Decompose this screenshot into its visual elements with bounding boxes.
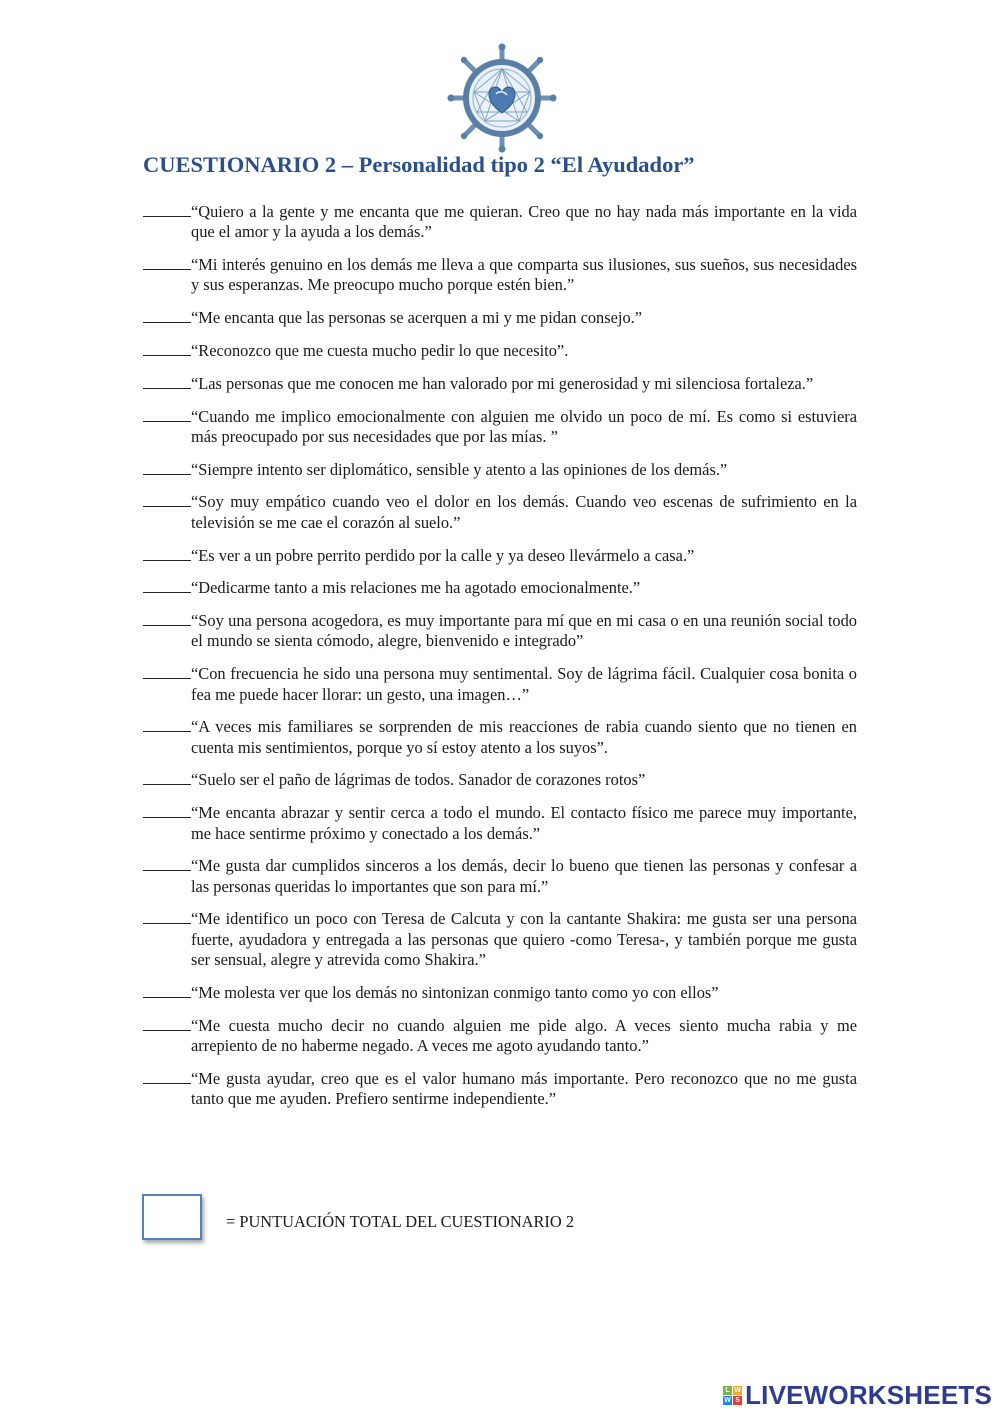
answer-blank-input[interactable] xyxy=(143,611,191,626)
page-title: CUESTIONARIO 2 – Personalidad tipo 2 “El Ayudador” xyxy=(143,152,695,177)
answer-blank-input[interactable] xyxy=(143,202,191,217)
answer-blank-input[interactable] xyxy=(143,407,191,422)
question-text: “Me encanta abrazar y sentir cerca a todo el mundo. El contacto físico me parece muy importante, me hace sentirme próximo y conectado a los demás.” xyxy=(191,803,857,843)
question-text: “Es ver a un pobre perrito perdido por la calle y ya deseo llevármelo a casa.” xyxy=(191,545,695,565)
question-item xyxy=(143,374,857,394)
question-text: “Quiero a la gente y me encanta que me quieran. Creo que no hay nada más importante en la vida que el amor y la ayuda a los demás.” xyxy=(191,202,857,242)
question-text: “Las personas que me conocen me han valorado por mi generosidad y mi silenciosa fortaleza.” xyxy=(191,373,814,393)
question-item xyxy=(143,202,857,243)
answer-blank-input[interactable] xyxy=(143,1016,191,1031)
question-text: “Suelo ser el paño de lágrimas de todos. Sanador de corazones rotos” xyxy=(191,770,646,790)
question-text: “Soy muy empático cuando veo el dolor en los demás. Cuando veo escenas de sufrimiento en la televisión se me cae el corazón al suelo.” xyxy=(191,492,857,532)
answer-blank-input[interactable] xyxy=(143,770,191,785)
liveworksheets-watermark xyxy=(723,1380,992,1410)
answer-blank-input[interactable] xyxy=(143,664,191,679)
question-text: “Me gusta dar cumplidos sinceros a los demás, decir lo bueno que tienen las personas y confesar a las personas queridas lo importantes que son para mí.” xyxy=(191,856,857,896)
question-text: “Me identifico un poco con Teresa de Calcuta y con la cantante Shakira: me gusta ser una persona fuerte, ayudadora y entregada a las personas que quiero -como Teresa-, y también porque me gusta ser sensual, alegre y atrevida como Shakira.” xyxy=(191,909,857,970)
answer-blank-input[interactable] xyxy=(143,308,191,323)
answer-blank-input[interactable] xyxy=(143,1069,191,1084)
answer-blank-input[interactable] xyxy=(143,341,191,356)
question-text: “Me molesta ver que los demás no sintonizan conmigo tanto como yo con ellos” xyxy=(191,982,719,1002)
question-text: “Me gusta ayudar, creo que es el valor humano más importante. Pero reconozco que no me gusta tanto que me ayuden. Prefiero sentirme independiente.” xyxy=(191,1068,857,1108)
question-text: “Reconozco que me cuesta mucho pedir lo que necesito”. xyxy=(191,340,569,360)
answer-blank-input[interactable] xyxy=(143,546,191,561)
question-item xyxy=(143,578,857,598)
question-item xyxy=(143,407,857,448)
question-item xyxy=(143,255,857,296)
question-text: “Cuando me implico emocionalmente con alguien me olvido un poco de mí. Es como si estuviera más preocupado por sus necesidades que por las mías. ” xyxy=(191,406,857,446)
question-text: “Soy una persona acogedora, es muy importante para mí que en mi casa o en una reunión social todo el mundo se sienta cómodo, alegre, bienvenido e integrado” xyxy=(191,611,857,651)
brand-mark-square: W xyxy=(734,1386,741,1394)
answer-blank-input[interactable] xyxy=(143,717,191,732)
question-item xyxy=(143,460,857,480)
answer-blank-input[interactable] xyxy=(143,803,191,818)
questionnaire-list xyxy=(143,202,857,1122)
question-item xyxy=(143,983,857,1003)
brand-mark-square: W xyxy=(724,1396,731,1404)
answer-blank-input[interactable] xyxy=(143,578,191,593)
answer-blank-input[interactable] xyxy=(143,492,191,507)
answer-blank-input[interactable] xyxy=(143,909,191,924)
question-item xyxy=(143,803,857,844)
question-item xyxy=(143,1069,857,1110)
brand-mark-square: S xyxy=(733,1396,742,1405)
answer-blank-input[interactable] xyxy=(143,856,191,871)
question-item xyxy=(143,770,857,790)
question-item xyxy=(143,611,857,652)
brand-text: LIVEWORKSHEETS xyxy=(745,1379,992,1410)
question-item xyxy=(143,492,857,533)
total-score-input[interactable] xyxy=(142,1194,202,1240)
question-text: “Con frecuencia he sido una persona muy sentimental. Soy de lágrima fácil. Cualquier cosa bonita o fea me puede hacer llorar: un gesto, una imagen…” xyxy=(191,664,857,704)
question-item xyxy=(143,546,857,566)
question-item xyxy=(143,909,857,970)
question-text: “Siempre intento ser diplomático, sensible y atento a las opiniones de los demás.” xyxy=(191,459,728,479)
brand-mark-square: L xyxy=(723,1386,732,1395)
ship-wheel-logo-icon xyxy=(446,42,558,154)
answer-blank-input[interactable] xyxy=(143,255,191,270)
question-text: “Me encanta que las personas se acerquen a mi y me pidan consejo.” xyxy=(191,308,643,328)
question-item xyxy=(143,856,857,897)
question-text: “Dedicarme tanto a mis relaciones me ha agotado emocionalmente.” xyxy=(191,578,641,598)
total-score-label: = PUNTUACIÓN TOTAL DEL CUESTIONARIO 2 xyxy=(226,1212,575,1231)
question-item xyxy=(143,341,857,361)
liveworksheets-logo-icon xyxy=(723,1386,742,1405)
question-item xyxy=(143,308,857,328)
question-item xyxy=(143,1016,857,1057)
answer-blank-input[interactable] xyxy=(143,983,191,998)
question-item xyxy=(143,664,857,705)
question-item xyxy=(143,717,857,758)
answer-blank-input[interactable] xyxy=(143,460,191,475)
question-text: “A veces mis familiares se sorprenden de mis reacciones de rabia cuando siento que no tienen en cuenta mis sentimientos, porque yo sí estoy atento a los suyos”. xyxy=(191,717,857,757)
answer-blank-input[interactable] xyxy=(143,374,191,389)
question-text: “Me cuesta mucho decir no cuando alguien me pide algo. A veces siento mucha rabia y me arrepiento de no haberme negado. A veces me agoto ayudando tanto.” xyxy=(191,1015,857,1055)
question-text: “Mi interés genuino en los demás me lleva a que comparta sus ilusiones, sus sueños, sus necesidades y sus esperanzas. Me preocupo mucho porque estén bien.” xyxy=(191,255,857,295)
